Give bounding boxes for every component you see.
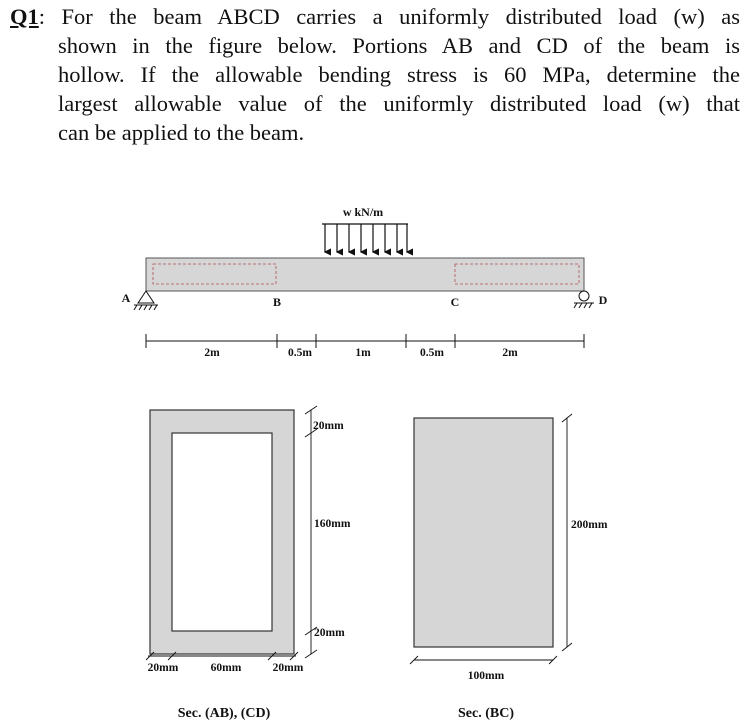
point-b-label: B [272,295,282,309]
hollow-section-inner [172,433,272,631]
solid-height-label: 200mm [571,519,608,531]
solid-width-label: 100mm [467,670,505,682]
roller-support-d [574,291,594,308]
hollow-section-caption: Sec. (AB), (CD) [177,706,271,721]
hollow-section-diagram [146,406,351,721]
solid-section-diagram [410,414,608,721]
problem-line-4: largest allowable value of the uniformly distributed load (w) that [58,91,740,116]
problem-line-1: Q1: For the beam ABCD carries a uniformly distributed load (w) as [10,4,740,29]
span-b-mid-label: 0.5m [288,347,312,359]
inner-height-label: 160mm [314,518,351,530]
right-wall-label: 20mm [272,662,304,674]
beam-body [146,258,584,291]
solid-horizontal-dimension [410,656,557,664]
span-dimension-line [146,334,584,348]
top-flange-label: 20mm [313,420,344,432]
load-label: w kN/m [342,205,384,219]
span-ab-label: 2m [204,347,220,359]
solid-vertical-dimension [562,414,572,651]
span-cd-label: 2m [502,347,518,359]
solid-section-rect [414,418,553,647]
beam-diagram [122,205,608,359]
bottom-flange-label: 20mm [314,627,345,639]
problem-line-5: can be applied to the beam. [58,120,305,145]
span-mid-c-label: 0.5m [420,347,444,359]
span-mid-label: 1m [355,347,371,359]
pin-support-a [134,291,158,310]
question-label: Q1 [10,4,39,29]
problem-line-2: shown in the figure below. Portions AB and CD of the beam is [58,33,740,58]
point-c-label: C [450,295,460,309]
problem-line-3: hollow. If the allowable bending stress is 60 MPa, determine the [58,62,740,87]
distributed-load-arrows [322,224,408,252]
point-a-label: A [121,291,131,305]
solid-section-caption: Sec. (BC) [458,706,514,721]
left-wall-label: 20mm [147,662,179,674]
inner-width-label: 60mm [210,662,242,674]
point-d-label: D [598,293,608,307]
hollow-vertical-dimension [305,406,317,658]
